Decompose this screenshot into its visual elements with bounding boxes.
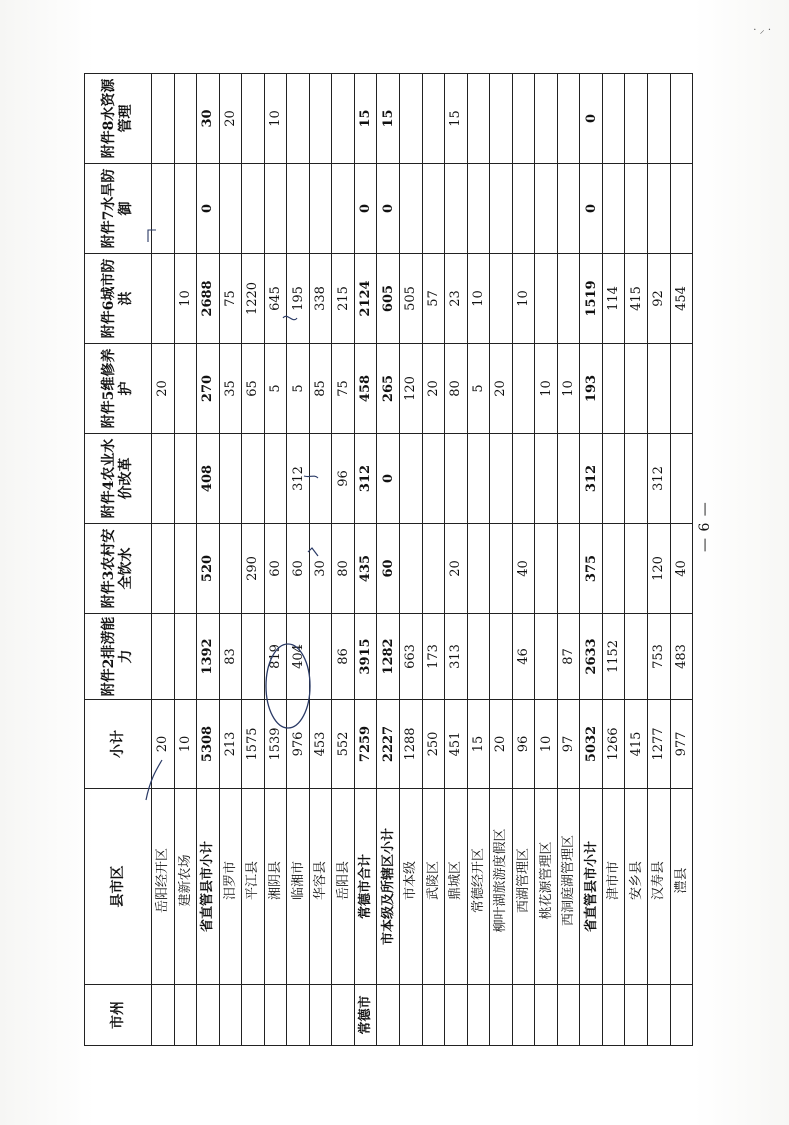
table-row [467,74,490,1046]
cell-attachment-2: 819 [264,614,287,700]
cell-subtotal: 451 [445,700,468,789]
cell-attachment-7: 0 [354,164,377,254]
cell-attachment-4 [625,434,648,524]
cell-attachment-8 [400,74,423,164]
cell-attachment-6: 23 [445,254,468,344]
cell-attachment-4 [219,434,242,524]
cell-city [625,985,648,1046]
cell-county: 西洞庭湖管理区 [557,789,580,985]
cell-attachment-7 [152,164,175,254]
cell-attachment-4: 312 [580,434,603,524]
header-attachment-7: 附件7水旱防御 [85,164,152,254]
cell-attachment-2: 404 [287,614,310,700]
header-attachment-8: 附件8水资源管理 [85,74,152,164]
cell-attachment-3: 60 [287,524,310,614]
cell-attachment-7 [602,164,625,254]
cell-attachment-8: 15 [377,74,400,164]
cell-attachment-6: 605 [377,254,400,344]
cell-attachment-8 [309,74,332,164]
cell-attachment-6 [152,254,175,344]
cell-attachment-5: 5 [467,344,490,434]
cell-attachment-6 [557,254,580,344]
cell-attachment-2: 46 [512,614,535,700]
cell-attachment-6: 645 [264,254,287,344]
cell-subtotal: 1539 [264,700,287,789]
table-row [648,74,671,1046]
cell-attachment-3 [152,524,175,614]
cell-attachment-8 [490,74,513,164]
cell-attachment-3: 60 [264,524,287,614]
header-attachment-5: 附件5维修养护 [85,344,152,434]
cell-county: 平江县 [242,789,265,985]
cell-attachment-3: 520 [197,524,220,614]
cell-subtotal: 250 [422,700,445,789]
cell-attachment-2: 1392 [197,614,220,700]
cell-subtotal: 1575 [242,700,265,789]
cell-attachment-5 [512,344,535,434]
cell-county: 岳阳县 [332,789,355,985]
cell-attachment-5: 75 [332,344,355,434]
table-row [625,74,648,1046]
cell-county: 汨罗市 [219,789,242,985]
cell-attachment-7 [264,164,287,254]
cell-subtotal: 15 [467,700,490,789]
cell-attachment-5: 80 [445,344,468,434]
cell-attachment-5: 65 [242,344,265,434]
cell-attachment-2: 753 [648,614,671,700]
table-row [557,74,580,1046]
cell-attachment-5: 5 [287,344,310,434]
cell-county: 津市市 [602,789,625,985]
cell-attachment-4 [152,434,175,524]
header-city: 市州 [85,985,152,1046]
cell-attachment-5 [670,344,693,434]
cell-attachment-3 [467,524,490,614]
table-row [670,74,693,1046]
cell-attachment-6 [535,254,558,344]
cell-county: 汉寿县 [648,789,671,985]
cell-attachment-7 [287,164,310,254]
cell-attachment-2: 173 [422,614,445,700]
cell-attachment-8 [287,74,310,164]
cell-attachment-5: 85 [309,344,332,434]
cell-attachment-5: 193 [580,344,603,434]
cell-city [535,985,558,1046]
cell-county: 华容县 [309,789,332,985]
cell-city [197,985,220,1046]
cell-county: 柳叶湖旅游度假区 [490,789,513,985]
cell-subtotal: 10 [174,700,197,789]
table-row [219,74,242,1046]
cell-county: 湘阴县 [264,789,287,985]
header-county: 县市区 [85,789,152,985]
cell-attachment-8 [174,74,197,164]
cell-attachment-2 [152,614,175,700]
cell-attachment-8 [535,74,558,164]
cell-attachment-4: 408 [197,434,220,524]
cell-attachment-4 [242,434,265,524]
cell-attachment-7: 0 [580,164,603,254]
cell-county: 常德经开区 [467,789,490,985]
cell-attachment-7 [332,164,355,254]
cell-attachment-2 [174,614,197,700]
cell-attachment-4 [490,434,513,524]
header-attachment-3: 附件3农村安全饮水 [85,524,152,614]
cell-attachment-7 [219,164,242,254]
cell-attachment-2 [467,614,490,700]
cell-attachment-6: 10 [174,254,197,344]
cell-attachment-7: 0 [197,164,220,254]
cell-attachment-2: 87 [557,614,580,700]
cell-county: 武陵区 [422,789,445,985]
page-number: — 6 — [697,501,713,552]
cell-attachment-2 [625,614,648,700]
cell-attachment-2: 1282 [377,614,400,700]
cell-city [287,985,310,1046]
cell-attachment-4: 96 [332,434,355,524]
cell-subtotal: 5308 [197,700,220,789]
cell-attachment-2: 86 [332,614,355,700]
cell-city [377,985,400,1046]
cell-attachment-4 [512,434,535,524]
table-row [354,74,377,1046]
table-row [535,74,558,1046]
cell-subtotal: 976 [287,700,310,789]
cell-city [332,985,355,1046]
cell-attachment-6: 338 [309,254,332,344]
cell-city [174,985,197,1046]
cell-attachment-3: 40 [512,524,535,614]
cell-attachment-8: 10 [264,74,287,164]
cell-attachment-4 [602,434,625,524]
cell-attachment-6: 2124 [354,254,377,344]
cell-county: 桃花源管理区 [535,789,558,985]
table-row [309,74,332,1046]
cell-attachment-3: 120 [648,524,671,614]
cell-attachment-4 [309,434,332,524]
cell-attachment-7 [557,164,580,254]
cell-attachment-4: 312 [648,434,671,524]
cell-attachment-4 [535,434,558,524]
cell-attachment-3: 290 [242,524,265,614]
cell-attachment-4 [422,434,445,524]
cell-city [557,985,580,1046]
table-row [512,74,535,1046]
cell-attachment-8: 15 [445,74,468,164]
cell-attachment-7 [535,164,558,254]
cell-attachment-4 [264,434,287,524]
cell-attachment-7 [490,164,513,254]
cell-attachment-3 [400,524,423,614]
cell-attachment-4 [467,434,490,524]
cell-attachment-2 [242,614,265,700]
cell-city [670,985,693,1046]
cell-attachment-3 [557,524,580,614]
cell-attachment-3 [174,524,197,614]
cell-attachment-3: 375 [580,524,603,614]
cell-attachment-2: 483 [670,614,693,700]
cell-city [309,985,332,1046]
cell-attachment-8: 20 [219,74,242,164]
cell-attachment-3: 80 [332,524,355,614]
cell-attachment-3 [625,524,648,614]
cell-attachment-8 [332,74,355,164]
cell-subtotal: 97 [557,700,580,789]
cell-attachment-8: 30 [197,74,220,164]
cell-subtotal: 20 [152,700,175,789]
cell-county: 安乡县 [625,789,648,985]
table-row [490,74,513,1046]
cell-subtotal: 213 [219,700,242,789]
cell-attachment-6: 1519 [580,254,603,344]
cell-city [152,985,175,1046]
cell-attachment-5: 270 [197,344,220,434]
cell-subtotal: 1266 [602,700,625,789]
cell-attachment-3 [219,524,242,614]
cell-attachment-6: 57 [422,254,445,344]
cell-city [445,985,468,1046]
cell-attachment-3: 30 [309,524,332,614]
table-row [242,74,265,1046]
table-row [580,74,603,1046]
cell-attachment-6: 454 [670,254,693,344]
cell-attachment-8 [625,74,648,164]
cell-attachment-2: 3915 [354,614,377,700]
cell-attachment-5: 458 [354,344,377,434]
table-row [332,74,355,1046]
cell-attachment-7 [174,164,197,254]
table-row [197,74,220,1046]
table-row [602,74,625,1046]
table-body [152,74,693,1046]
cell-attachment-8 [467,74,490,164]
cell-attachment-7 [670,164,693,254]
cell-city [219,985,242,1046]
cell-county: 临湘市 [287,789,310,985]
cell-attachment-4: 312 [287,434,310,524]
header-subtotal: 小计 [85,700,152,789]
table-row [152,74,175,1046]
cell-county: 建新农场 [174,789,197,985]
cell-city [490,985,513,1046]
cell-subtotal: 7259 [354,700,377,789]
cell-attachment-2 [535,614,558,700]
cell-attachment-6: 505 [400,254,423,344]
cell-attachment-7 [625,164,648,254]
cell-attachment-6: 75 [219,254,242,344]
cell-attachment-5 [625,344,648,434]
table-row [287,74,310,1046]
cell-attachment-2: 663 [400,614,423,700]
cell-city [648,985,671,1046]
cell-attachment-6: 10 [467,254,490,344]
cell-attachment-8 [557,74,580,164]
scan-specks: · ⸝ · [753,25,771,36]
table-row [174,74,197,1046]
cell-city [580,985,603,1046]
cell-attachment-5: 20 [490,344,513,434]
cell-subtotal: 1288 [400,700,423,789]
cell-attachment-5: 5 [264,344,287,434]
cell-attachment-7 [309,164,332,254]
cell-attachment-8: 15 [354,74,377,164]
cell-attachment-7 [400,164,423,254]
cell-attachment-3: 40 [670,524,693,614]
cell-attachment-6: 92 [648,254,671,344]
cell-subtotal: 10 [535,700,558,789]
cell-subtotal: 96 [512,700,535,789]
cell-attachment-4 [557,434,580,524]
cell-city [467,985,490,1046]
cell-attachment-3: 435 [354,524,377,614]
cell-attachment-5: 265 [377,344,400,434]
cell-attachment-6 [490,254,513,344]
cell-county: 澧县 [670,789,693,985]
table-row [264,74,287,1046]
table-row [400,74,423,1046]
cell-city [264,985,287,1046]
table-row [445,74,468,1046]
table-row [377,74,400,1046]
cell-attachment-7 [242,164,265,254]
cell-attachment-5: 120 [400,344,423,434]
cell-attachment-4 [670,434,693,524]
header-attachment-6: 附件6城市防洪 [85,254,152,344]
header-attachment-4: 附件4农业水价改革 [85,434,152,524]
cell-attachment-6: 1220 [242,254,265,344]
cell-attachment-2: 313 [445,614,468,700]
cell-county: 市本级 [400,789,423,985]
cell-subtotal: 415 [625,700,648,789]
cell-county: 鼎城区 [445,789,468,985]
cell-attachment-6: 2688 [197,254,220,344]
cell-subtotal: 1277 [648,700,671,789]
cell-attachment-4 [174,434,197,524]
cell-attachment-3 [490,524,513,614]
cell-county: 省直管县市小计 [197,789,220,985]
cell-attachment-6: 114 [602,254,625,344]
cell-city: 常德市 [354,985,377,1046]
cell-attachment-4 [400,434,423,524]
cell-city [242,985,265,1046]
cell-attachment-3 [535,524,558,614]
cell-attachment-8 [602,74,625,164]
cell-attachment-5 [174,344,197,434]
cell-attachment-5: 10 [535,344,558,434]
cell-attachment-8 [152,74,175,164]
cell-county: 西湖管理区 [512,789,535,985]
cell-attachment-5 [648,344,671,434]
cell-subtotal: 5032 [580,700,603,789]
cell-attachment-6: 215 [332,254,355,344]
cell-city [512,985,535,1046]
cell-attachment-5 [602,344,625,434]
cell-attachment-7 [422,164,445,254]
cell-attachment-8 [242,74,265,164]
cell-attachment-7 [445,164,468,254]
cell-attachment-8 [670,74,693,164]
cell-county: 市本级及所辖区小计 [377,789,400,985]
cell-attachment-2: 83 [219,614,242,700]
cell-attachment-4: 0 [377,434,400,524]
cell-subtotal: 20 [490,700,513,789]
cell-attachment-8 [648,74,671,164]
cell-attachment-7 [512,164,535,254]
cell-attachment-7 [648,164,671,254]
cell-attachment-4 [445,434,468,524]
cell-attachment-7: 0 [377,164,400,254]
cell-attachment-3 [602,524,625,614]
cell-attachment-2: 1152 [602,614,625,700]
cell-attachment-6: 195 [287,254,310,344]
cell-subtotal: 2227 [377,700,400,789]
cell-attachment-3: 20 [445,524,468,614]
cell-subtotal: 977 [670,700,693,789]
cell-city [400,985,423,1046]
cell-attachment-7 [467,164,490,254]
cell-subtotal: 453 [309,700,332,789]
cell-attachment-2 [309,614,332,700]
table-header-row [85,74,152,1046]
rotated-table-container [84,74,689,1046]
cell-attachment-8 [422,74,445,164]
cell-attachment-3: 60 [377,524,400,614]
cell-attachment-3 [422,524,445,614]
cell-attachment-2: 2633 [580,614,603,700]
cell-attachment-8: 0 [580,74,603,164]
funding-table [84,73,693,1046]
cell-county: 省直管县市小计 [580,789,603,985]
cell-attachment-4: 312 [354,434,377,524]
cell-attachment-5: 20 [422,344,445,434]
cell-attachment-5: 10 [557,344,580,434]
cell-county: 常德市合计 [354,789,377,985]
cell-attachment-5: 20 [152,344,175,434]
cell-subtotal: 552 [332,700,355,789]
header-attachment-2: 附件2排涝能力 [85,614,152,700]
cell-attachment-6: 10 [512,254,535,344]
cell-attachment-2 [490,614,513,700]
cell-attachment-5: 35 [219,344,242,434]
cell-county: 岳阳经开区 [152,789,175,985]
table-row [422,74,445,1046]
cell-city [422,985,445,1046]
cell-city [602,985,625,1046]
cell-attachment-6: 415 [625,254,648,344]
cell-attachment-8 [512,74,535,164]
